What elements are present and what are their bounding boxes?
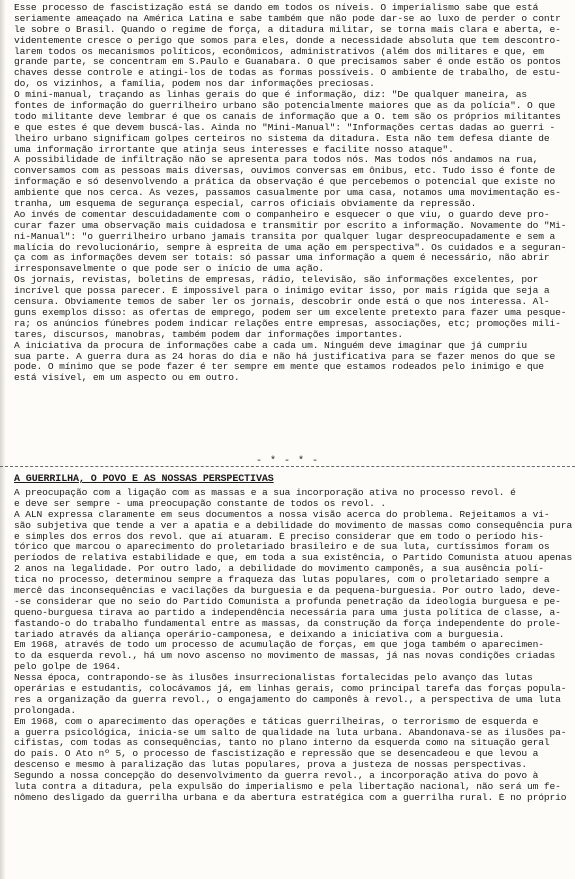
text-line: lheiro urbano significam golpes certeiros no sistema da ditadura. Esta não tem defesa diante de (14, 133, 550, 144)
text-line: tica no processo, determinou sempre a fraqueza das lutas populares, com o proletariado sempre a (14, 575, 550, 586)
text-line: ni-Manual": "o guerrilheiro urbano jamais transita por qualquer lugar despreocupadamente e sem a (14, 231, 556, 242)
text-line: tares, discursos, manobras, também podem dar informações importantes. (14, 329, 403, 340)
section-guerrilha-povo (14, 488, 572, 804)
text-line: do, os vizinhos, a família, podem nos dar informações preciosas. (14, 79, 375, 90)
text-line: seriamente ameaçado na América Latina e sabe também que não pode dar-se ao luxo de perder o contr (14, 13, 561, 24)
text-line: Segundo a nossa concepção do desenvolvimento da guerra revol., a incorporação ativa do povo à (14, 771, 539, 782)
text-line: ra; os anúncios fúnebres podem indicar relações entre empresas, associações, etc; promoções mili- (14, 318, 561, 329)
text-line: uma informação irrortante que atinja seus interesses e facilite nosso ataque". (14, 144, 454, 155)
text-line: -se considerar que no seio do Partido Comunista a profunda penetração da ideologia burguesa e pe- (14, 596, 561, 607)
text-line: fontes de informação do guerrilheiro urbano são potencialmente maiores que as da polícia". O que (14, 101, 556, 112)
text-line: do país. O Ato nº 5, o processo de fascistização e repressão que se desencadeou e que levou a (14, 749, 539, 760)
section-heading: A GUERRILHA, O POVO E AS NOSSAS PERSPECTIVAS (14, 474, 274, 485)
text-line: A iniciativa da procura de informações cabe a cada um. Ninguém deve imaginar que já cumpriu (14, 340, 527, 351)
text-line: A preocupação com a ligação com as massas e a sua incorporação ativa no processo revol. é (14, 488, 516, 498)
text-line: O mini-manual, traçando as linhas gerais do que é informação, diz: "De qualquer maneira, as (14, 90, 527, 101)
section-separator: - * - * - (255, 456, 319, 467)
text-line: Nessa época, contrapondo-se às ilusões insurrecionalistas fortalecidas pelo avanço das lutas (14, 673, 533, 684)
text-line: 2 anos na legalidade. Por outro lado, a debilidade do movimento camponês, a sua ausência polí- (14, 564, 544, 575)
section-informacao (14, 3, 572, 384)
text-line: períodos de relativa estabilidade e que, em toda a sua existência, o Partido Comunista atuou apenas (14, 553, 572, 564)
text-line: Os jornais, revistas, boletins de empresas, rádio, televisão, são informações excelentes, por (14, 275, 539, 286)
text-line: informação e só desenvolvendo a prática da observação é que percebemos o potencial que existe no (14, 177, 556, 188)
text-line: cifistas, com todas as consequências, tanto no plano interno da esquerda como na situação geral (14, 738, 550, 749)
text-line: incrível que possa parecer. É impossível para o inimigo evitar isso, por mais rígida que seja a (14, 286, 550, 297)
text-line: pelo golpe de 1964. (14, 662, 122, 673)
text-line: Esse processo de fascistização está se dando em todos os níveis. O imperialismo sabe que está (14, 3, 539, 13)
text-line: Em 1968, com o aparecimento das operações e táticas guerrilheiras, o terrorismo de esquerda e (14, 716, 539, 727)
text-line: to da esquerda revol., há um novo ascenso no movimento de massas, já nas novas condições criadas (14, 651, 556, 662)
text-line: e que estes é que devem buscá-las. Ainda no "Mini-Manual": "Informações certas dadas ao guerri - (14, 122, 556, 133)
text-line: sua parte. A guerra dura as 24 horas do dia e não há justificativa para se fazer menos do que se (14, 351, 556, 362)
text-line: tariado através da aliança operário-camponesa, e deixando a iniciativa com a burguesia. (14, 629, 505, 640)
text-line: descenso e mesmo à paralização das lutas populares, prova a justeza de nossas perspectivas. (14, 760, 527, 771)
text-line: curar fazer uma observação mais cuidadosa e transmitir por escrito a informação. Novamente do "Mi- (14, 220, 567, 231)
text-line: operárias e estudantis, colocávamos já, em linhas gerais, como principal tarefa das forças popula- (14, 684, 567, 695)
text-line: malícia do revolucionário, sempre à espreita de uma ação em perspectiva". Os cuidados e a seguran- (14, 242, 567, 253)
text-line: tórico que marcou o aparecimento do proletariado brasileiro e de sua luta, curtíssimos foram os (14, 542, 550, 553)
text-line: Ao invés de comentar descuidadamente com o companheiro e esquecer o que viu, o guardo deve pro- (14, 209, 550, 220)
text-line: A ALN expressa claramente em seus documentos a nossa visão acerca do problema. Rejeitamos a vi- (14, 509, 550, 520)
text-line: censura. Obviamente temos de saber ler os jornais, descobrir onde está o que nos interessa. Al- (14, 297, 550, 308)
text-line: nômeno desligado da guerrilha urbana e da abertura estratégica com a guerrilha rural. É no próprio (14, 792, 567, 803)
text-line: e simples dos erros dos revol. que aí atuaram. É preciso considerar que em todo o período his- (14, 531, 544, 542)
text-line: res a organização da guerra revol., o engajamento do camponês à revol., a perspectiva de uma luta (14, 694, 561, 705)
text-line: Em 1968, através de todo um processo de acumulação de forças, em que joga também o aparecimen- (14, 640, 544, 651)
text-line: grande parte, se concentram em S.Paulo e Guanabara. O que precisamos saber é onde estão os pontos (14, 57, 561, 68)
separator-rule (0, 466, 575, 467)
text-line: todo militante deve lembrar é que os canais de informação que a O. tem são os próprios militantes (14, 111, 561, 122)
text-line: le sobre o Brasil. Quando o regime de força, a ditadura militar, se torna mais clara e aberta, e- (14, 24, 561, 35)
text-line: são subjetiva que tende a ver a apatia e a debilidade do movimento de massas como consequência pura (14, 520, 572, 531)
text-line: está visível, em um aspecto ou em outro. (14, 373, 240, 384)
text-line: larem todos os mecanismos políticos, econômicos, administrativos (além dos militares e que, em (14, 46, 544, 57)
text-line: mercê das inconsequências e vacilações da burguesia e da pequena-burguesia. Por outro lado, deve- (14, 586, 561, 597)
text-line: e deve ser sempre - uma preocupação constante de todos os revol. . (14, 498, 387, 509)
text-line: tranha, um esquema de segurança especial, carros oficiais obviamente da repressão. (14, 199, 477, 210)
text-line: chaves desse controle e atingi-los de todas as formas possíveis. O ambiente de trabalho, de estu- (14, 68, 561, 79)
text-line: a guerra psicológica, inicia-se um salto de qualidade na luta urbana. Abandonava-se as ilusões pa- (14, 727, 567, 738)
text-line: ça com as informações devem ser totais: só passar uma informação a quem é necessário, não abrir (14, 253, 550, 264)
text-line: pode. O mínimo que se pode fazer é ter sempre em mente que estamos rodeados pelo inimigo e que (14, 362, 544, 373)
text-line: ambiente que nos cerca. Às vezes, passamos casualmente por uma casa, notamos uma movimentação es- (14, 188, 561, 199)
text-line: guns exemplos disso: as ofertas de emprego, podem ser um excelente pretexto para fazer uma pesque- (14, 307, 567, 318)
text-line: queno-burguesa tirava ao partido a independência necessária para uma justa política de classe, a- (14, 607, 561, 618)
text-line: luta contra a ditadura, pela expulsão do imperialismo e pela libertação nacional, não será um fe- (14, 782, 561, 793)
text-line: fastando-o do trabalho fundamental entre as massas, da construção da força independente do prole- (14, 618, 561, 629)
page-edge-shadow (0, 0, 6, 879)
text-line: A possibilidade de infiltração não se apresenta para todos nós. Mas todos nós andamos na rua, (14, 155, 539, 166)
text-line: irresponsavelmente o que pode ser o início de uma ação. (14, 264, 325, 275)
text-line: prolongada. (14, 705, 77, 716)
text-line: conversamos com as pessoas mais diversas, ouvimos conversas em ônibus, etc. Tudo isso é fonte de (14, 166, 556, 177)
text-line: videntemente cresce o perigo que somos para eles, donde a necessidade absoluta que tem descontro- (14, 35, 561, 46)
